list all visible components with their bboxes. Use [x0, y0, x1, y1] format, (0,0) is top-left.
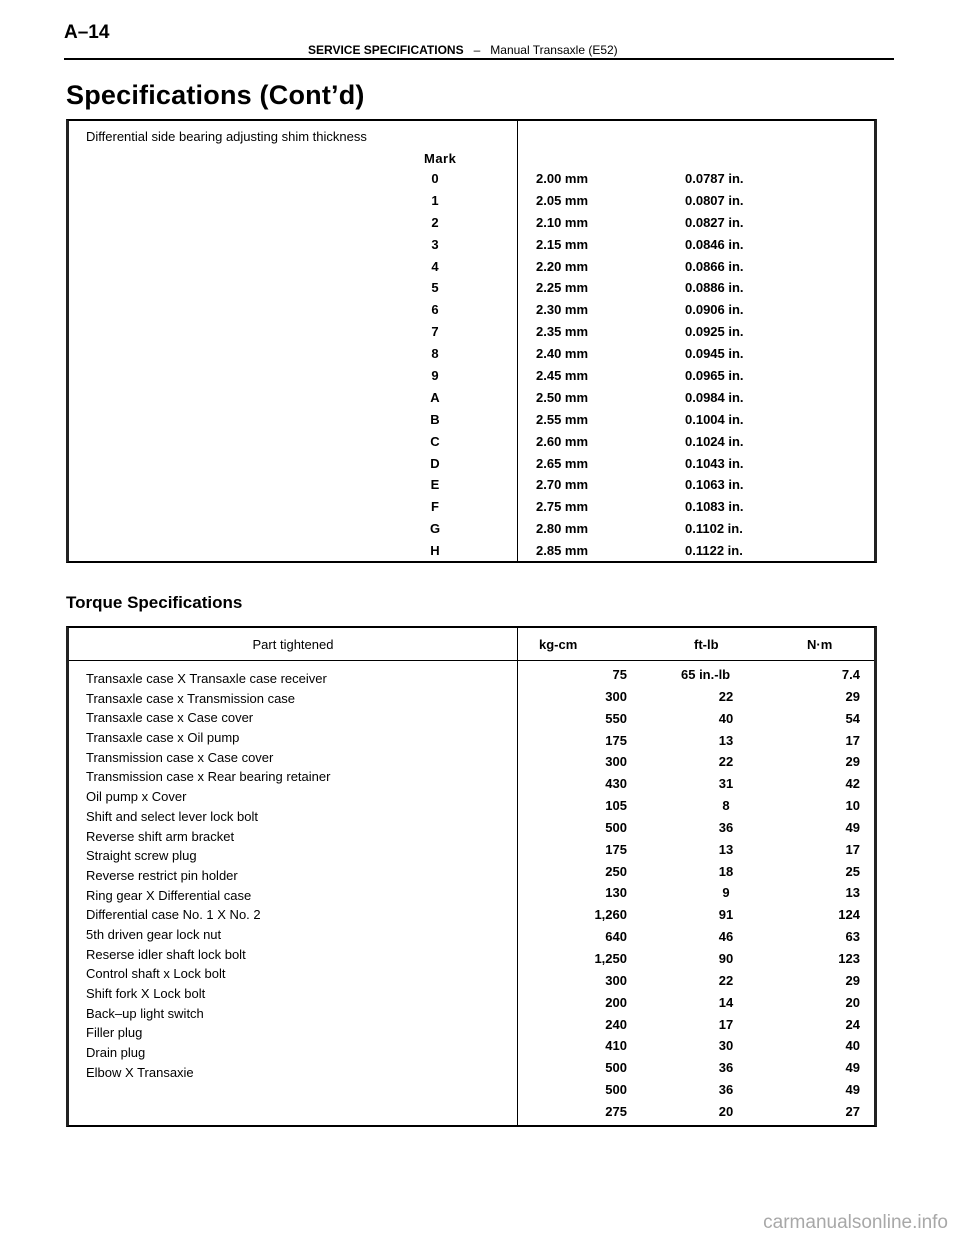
torque-nm: 49 — [845, 819, 860, 835]
part-tightened: Back–up light switch — [86, 1005, 204, 1021]
shim-rows — [69, 171, 874, 565]
part-tightened: Transmission case x Case cover — [86, 749, 274, 765]
torque-ftlb: 65 in.-lb — [681, 667, 731, 682]
shim-thickness-in: 0.1004 in. — [685, 411, 744, 427]
running-header — [308, 43, 618, 57]
values-list — [517, 664, 874, 1123]
torque-value-row — [517, 970, 874, 992]
part-tightened: Transaxle case x Case cover — [86, 710, 254, 726]
shim-row — [69, 193, 874, 215]
shim-thickness-mm: 2.80 mm — [536, 521, 589, 537]
torque-nm: 25 — [845, 863, 860, 879]
shim-thickness-mm: 2.40 mm — [536, 346, 589, 362]
shim-thickness-in: 0.1083 in. — [685, 499, 744, 515]
torque-ftlb: 40 — [718, 710, 734, 726]
torque-ftlb: 13 — [718, 841, 734, 857]
torque-value-row — [517, 1079, 874, 1101]
torque-ftlb: 36 — [718, 1060, 734, 1076]
part-tightened: 5th driven gear lock nut — [86, 926, 222, 942]
torque-ftlb: 36 — [718, 1082, 734, 1098]
torque-nm: 124 — [838, 907, 860, 923]
shim-mark: 0 — [431, 171, 439, 186]
shim-thickness-mm: 2.65 mm — [536, 455, 589, 471]
part-tightened: Drain plug — [86, 1045, 146, 1061]
torque-nm: 10 — [845, 798, 860, 814]
shim-row — [69, 237, 874, 259]
shim-thickness-mm: 2.70 mm — [536, 477, 589, 493]
torque-kgcm: 275 — [605, 1103, 627, 1119]
torque-ftlb: 22 — [718, 972, 734, 988]
page-title: Specifications (Cont’d) — [66, 80, 365, 110]
torque-ftlb: 22 — [718, 688, 734, 704]
parts-list — [86, 669, 330, 1082]
torque-value-row — [517, 664, 874, 686]
torque-kgcm: 430 — [605, 776, 627, 792]
shim-thickness-in: 0.0886 in. — [685, 280, 744, 296]
shim-thickness-mm: 2.35 mm — [536, 324, 589, 340]
shim-mark: H — [430, 543, 440, 559]
torque-nm: 13 — [845, 885, 860, 901]
shim-mark: C — [430, 433, 440, 449]
shim-mark: F — [431, 499, 439, 515]
shim-thickness-mm: 2.30 mm — [536, 302, 589, 318]
shim-thickness-in: 0.1122 in. — [685, 543, 743, 559]
shim-thickness-in: 0.1102 in. — [685, 521, 743, 537]
part-tightened: Transaxle case X Transaxle case receiver — [86, 671, 327, 686]
shim-thickness-mm: 2.50 mm — [536, 389, 589, 405]
torque-nm: 17 — [845, 841, 860, 857]
shim-mark: 1 — [431, 192, 439, 208]
torque-ftlb: 91 — [718, 907, 734, 923]
shim-row — [69, 324, 874, 346]
torque-kgcm: 1,260 — [594, 907, 627, 923]
torque-kgcm: 640 — [605, 929, 627, 945]
torque-value-row — [517, 773, 874, 795]
shim-row — [69, 477, 874, 499]
part-tightened: Transaxle case x Transmission case — [86, 690, 296, 706]
torque-ftlb: 30 — [718, 1038, 734, 1054]
torque-nm: 42 — [845, 776, 860, 792]
torque-ftlb: 14 — [718, 994, 734, 1010]
part-tightened: Differential case No. 1 X No. 2 — [86, 907, 261, 923]
shim-row — [69, 543, 874, 565]
shim-thickness-mm: 2.75 mm — [536, 499, 589, 515]
shim-row — [69, 499, 874, 521]
shim-mark: E — [430, 477, 440, 493]
torque-value-row — [517, 1035, 874, 1057]
torque-header-rule — [69, 660, 874, 661]
shim-thickness-mm: 2.55 mm — [536, 411, 589, 427]
part-tightened: Control shaft x Lock bolt — [86, 966, 226, 982]
shim-thickness-in: 0.0945 in. — [685, 346, 744, 362]
torque-ftlb: 8 — [722, 798, 730, 814]
shim-row — [69, 215, 874, 237]
torque-value-row — [517, 992, 874, 1014]
shim-thickness-in: 0.0866 in. — [685, 258, 744, 274]
torque-nm: 63 — [845, 929, 860, 945]
torque-value-row — [517, 1057, 874, 1079]
shim-mark: 7 — [431, 324, 439, 340]
torque-nm: 54 — [845, 710, 860, 726]
torque-nm: 29 — [845, 754, 860, 770]
shim-thickness-in: 0.0807 in. — [685, 192, 744, 208]
shim-mark-header: Mark — [424, 151, 457, 166]
shim-mark: 4 — [431, 258, 439, 274]
torque-nm: 17 — [845, 732, 860, 748]
torque-ftlb: 36 — [718, 819, 734, 835]
torque-nm: 123 — [838, 950, 860, 966]
shim-thickness-mm: 2.85 mm — [536, 543, 589, 559]
shim-mark: 9 — [431, 368, 439, 384]
part-tightened: Shift fork X Lock bolt — [86, 986, 206, 1001]
shim-thickness-in: 0.0984 in. — [685, 389, 744, 405]
torque-table — [66, 626, 877, 1127]
torque-ftlb: 13 — [718, 732, 734, 748]
torque-value-row — [517, 795, 874, 817]
header-kgcm: kg-cm — [539, 637, 578, 652]
shim-mark: G — [429, 521, 441, 537]
torque-nm: 29 — [845, 972, 860, 988]
torque-kgcm: 130 — [605, 885, 627, 901]
shim-thickness-in: 0.0787 in. — [685, 171, 744, 186]
torque-ftlb: 90 — [718, 950, 734, 966]
torque-value-row — [517, 817, 874, 839]
shim-row — [69, 521, 874, 543]
torque-kgcm: 75 — [612, 667, 627, 682]
torque-heading: Torque Specifications — [66, 593, 243, 612]
torque-kgcm: 175 — [605, 841, 627, 857]
shim-row — [69, 390, 874, 412]
torque-value-row — [517, 926, 874, 948]
part-tightened: Straight screw plug — [86, 848, 197, 864]
header-section: SERVICE SPECIFICATIONS — [308, 43, 464, 57]
shim-thickness-mm: 2.25 mm — [536, 280, 589, 296]
shim-mark: B — [430, 411, 440, 427]
shim-thickness-in: 0.1043 in. — [685, 455, 744, 471]
shim-row — [69, 171, 874, 193]
shim-mark: 8 — [431, 346, 439, 362]
torque-nm: 7.4 — [841, 667, 860, 682]
shim-thickness-mm: 2.15 mm — [536, 236, 589, 252]
part-tightened: Transaxle case x Oil pump — [86, 730, 240, 746]
shim-thickness-mm: 2.10 mm — [536, 214, 589, 230]
shim-mark: A — [430, 389, 440, 405]
header-nm: N·m — [807, 637, 833, 652]
shim-mark: 6 — [431, 302, 439, 318]
header-ftlb: ft-lb — [694, 637, 719, 652]
header-part-tightened: Part tightened — [252, 637, 334, 652]
torque-value-row — [517, 861, 874, 883]
torque-value-row — [517, 708, 874, 730]
torque-kgcm: 300 — [605, 754, 627, 770]
shim-thickness-in: 0.1063 in. — [685, 477, 744, 493]
torque-kgcm: 550 — [605, 710, 627, 726]
shim-row — [69, 346, 874, 368]
shim-row — [69, 456, 874, 478]
shim-mark: D — [430, 455, 440, 471]
torque-kgcm: 250 — [605, 863, 627, 879]
torque-kgcm: 105 — [605, 798, 627, 814]
shim-row — [69, 280, 874, 302]
shim-thickness-mm: 2.45 mm — [536, 368, 589, 384]
header-separator: – — [473, 43, 481, 57]
torque-kgcm: 300 — [605, 972, 627, 988]
torque-nm: 49 — [845, 1082, 860, 1098]
torque-ftlb: 46 — [718, 929, 734, 945]
shim-thickness-in: 0.1024 in. — [685, 433, 744, 449]
shim-table — [66, 119, 877, 563]
torque-kgcm: 410 — [605, 1038, 627, 1054]
torque-nm: 20 — [845, 994, 860, 1010]
torque-kgcm: 300 — [605, 688, 627, 704]
part-tightened: Reverse shift arm bracket — [86, 828, 235, 844]
torque-kgcm: 500 — [605, 1082, 627, 1098]
shim-mark: 5 — [431, 280, 439, 296]
torque-nm: 40 — [845, 1038, 860, 1054]
torque-value-row — [517, 1101, 874, 1123]
torque-ftlb: 20 — [718, 1103, 734, 1119]
shim-thickness-in: 0.0906 in. — [685, 302, 744, 318]
torque-value-row — [517, 751, 874, 773]
header-subsection: Manual Transaxle (E52) — [490, 43, 618, 57]
torque-nm: 29 — [845, 688, 860, 704]
torque-value-row — [517, 904, 874, 926]
torque-ftlb: 18 — [718, 863, 734, 879]
part-tightened: Reverse restrict pin holder — [86, 867, 238, 883]
torque-kgcm: 240 — [605, 1016, 627, 1032]
shim-table-label: Differential side bearing adjusting shim thickness — [86, 129, 367, 144]
torque-nm: 49 — [845, 1060, 860, 1076]
torque-value-row — [517, 839, 874, 861]
part-tightened: Reserse idler shaft lock bolt — [86, 946, 246, 962]
torque-value-row — [517, 948, 874, 970]
part-tightened: Transmission case x Rear bearing retainer — [86, 769, 331, 785]
shim-mark: 3 — [431, 236, 439, 252]
torque-kgcm: 175 — [605, 732, 627, 748]
part-tightened: Elbow X Transaxie — [86, 1064, 194, 1080]
torque-kgcm: 200 — [605, 994, 627, 1010]
shim-row — [69, 434, 874, 456]
shim-thickness-mm: 2.05 mm — [536, 192, 589, 208]
watermark: carmanualsonline.info — [763, 1212, 948, 1233]
shim-thickness-in: 0.0965 in. — [685, 368, 744, 384]
shim-row — [69, 368, 874, 390]
shim-row — [69, 302, 874, 324]
shim-thickness-mm: 2.60 mm — [536, 433, 589, 449]
torque-ftlb: 9 — [722, 885, 730, 901]
shim-mark: 2 — [431, 214, 439, 230]
shim-row — [69, 412, 874, 434]
header-rule — [64, 58, 894, 60]
shim-thickness-mm: 2.00 mm — [536, 171, 589, 186]
torque-kgcm: 500 — [605, 819, 627, 835]
part-tightened: Filler plug — [86, 1025, 143, 1041]
torque-ftlb: 22 — [718, 754, 734, 770]
torque-kgcm: 1,250 — [594, 950, 627, 966]
torque-ftlb: 31 — [718, 776, 734, 792]
torque-value-row — [517, 1014, 874, 1036]
shim-thickness-mm: 2.20 mm — [536, 258, 589, 274]
part-tightened: Oil pump x Cover — [86, 789, 187, 805]
part-tightened: Shift and select lever lock bolt — [86, 808, 258, 824]
torque-ftlb: 17 — [718, 1016, 734, 1032]
shim-thickness-in: 0.0846 in. — [685, 236, 744, 252]
shim-row — [69, 259, 874, 281]
part-tightened: Ring gear X Differential case — [86, 887, 252, 903]
torque-nm: 24 — [845, 1016, 860, 1032]
shim-thickness-in: 0.0925 in. — [685, 324, 744, 340]
torque-value-row — [517, 686, 874, 708]
torque-kgcm: 500 — [605, 1060, 627, 1076]
torque-value-row — [517, 882, 874, 904]
torque-nm: 27 — [845, 1103, 860, 1119]
page-number: A–14 — [64, 22, 110, 43]
torque-value-row — [517, 730, 874, 752]
shim-thickness-in: 0.0827 in. — [685, 214, 744, 230]
